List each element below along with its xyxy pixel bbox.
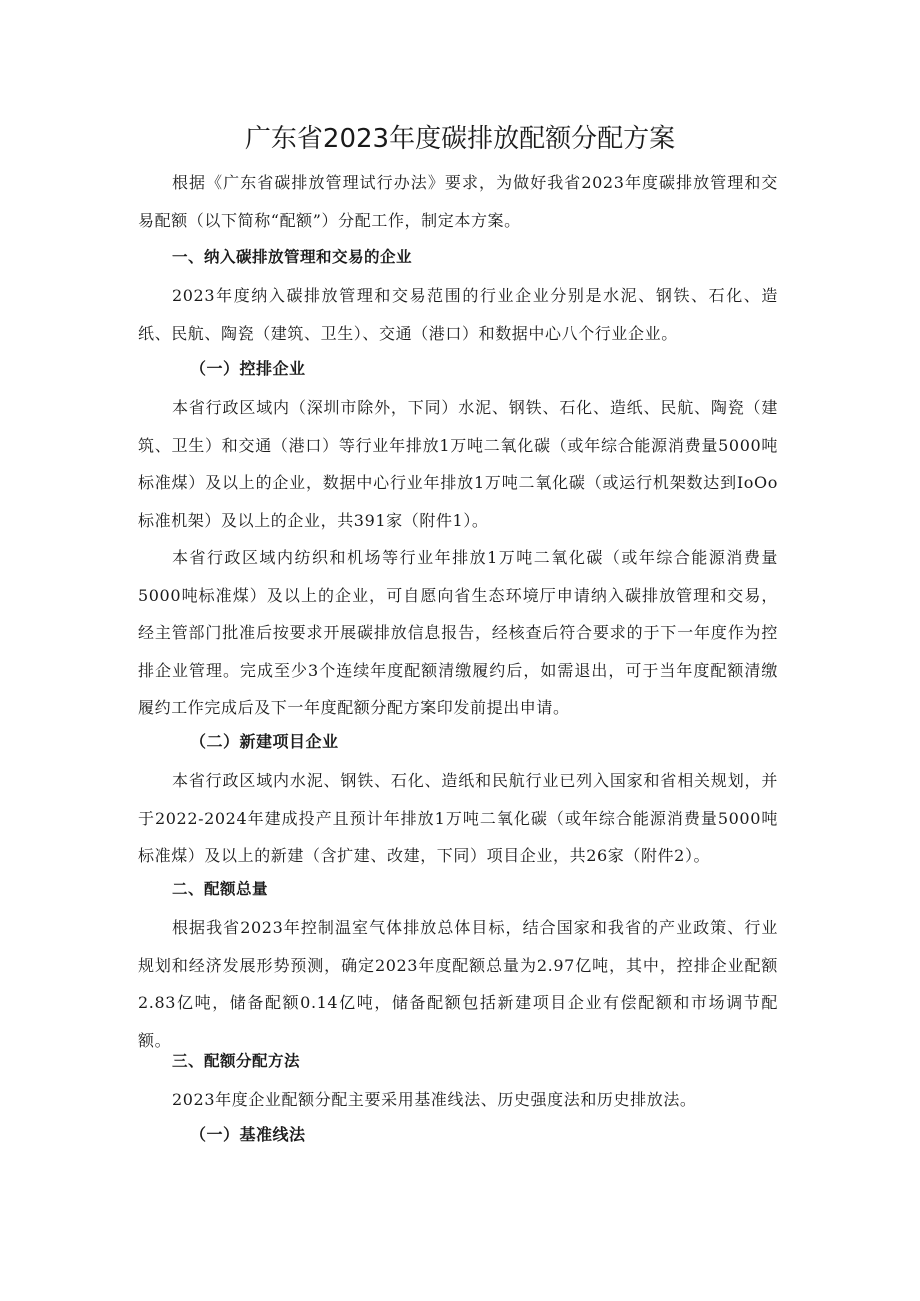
section-3-heading: 三、配额分配方法: [172, 1052, 301, 1070]
section-1-heading: 一、纳入碳排放管理和交易的企业: [172, 248, 413, 266]
section-1-sub-1-paragraph-2: 本省行政区域内纺织和机场等行业年排放1万吨二氧化碳（或年综合能源消费量5000吨标准煤）及以上的企业，可自愿向省生态环境厅申请纳入碳排放管理和交易，经主管部门批准后按要求开展碳排放信息报告，经核查后符合要求的于下一年度作为控排企业管理。完成至少3个连续年度配额清缴履约后，如需退出，可于当年度配额清缴履约工作完成后及下一年度配额分配方案印发前提出申请。: [138, 548, 778, 717]
section-3-sub-1-heading: （一）基准线法: [190, 1125, 306, 1144]
section-2-heading: 二、配额总量: [172, 880, 269, 898]
section-1-sub-1-heading: （一）控排企业: [190, 359, 306, 378]
section-3-paragraph: 2023年度企业配额分配主要采用基准线法、历史强度法和历史排放法。: [172, 1090, 697, 1109]
section-1-sub-1-paragraph-1: 本省行政区域内（深圳市除外，下同）水泥、钢铁、石化、造纸、民航、陶瓷（建筑、卫生）和交通（港口）等行业年排放1万吨二氧化碳（或年综合能源消费量5000吨标准煤）及以上的企业，数据中心行业年排放1万吨二氧化碳（或运行机架数达到IoOo标准机架）及以上的企业，共391家（附件1）。: [138, 398, 778, 530]
intro-paragraph: 根据《广东省碳排放管理试行办法》要求，为做好我省2023年度碳排放管理和交易配额（以下简称“配额”）分配工作，制定本方案。: [138, 173, 778, 230]
section-1-sub-2-paragraph: 本省行政区域内水泥、钢铁、石化、造纸和民航行业已列入国家和省相关规划，并于2022-2024年建成投产且预计年排放1万吨二氧化碳（或年综合能源消费量5000吨标准煤）及以上的新建（含扩建、改建，下同）项目企业，共26家（附件2）。: [138, 771, 778, 865]
section-1-paragraph: 2023年度纳入碳排放管理和交易范围的行业企业分别是水泥、钢铁、石化、造纸、民航、陶瓷（建筑、卫生）、交通（港口）和数据中心八个行业企业。: [138, 286, 778, 343]
section-2-paragraph: 根据我省2023年控制温室气体排放总体目标，结合国家和我省的产业政策、行业规划和经济发展形势预测，确定2023年度配额总量为2.97亿吨，其中，控排企业配额2.83亿吨，储备配额0.14亿吨，储备配额包括新建项目企业有偿配额和市场调节配额。: [138, 918, 778, 1050]
section-1-sub-2-heading: （二）新建项目企业: [190, 732, 339, 751]
document-title: 广东省2023年度碳排放配额分配方案: [244, 124, 676, 154]
